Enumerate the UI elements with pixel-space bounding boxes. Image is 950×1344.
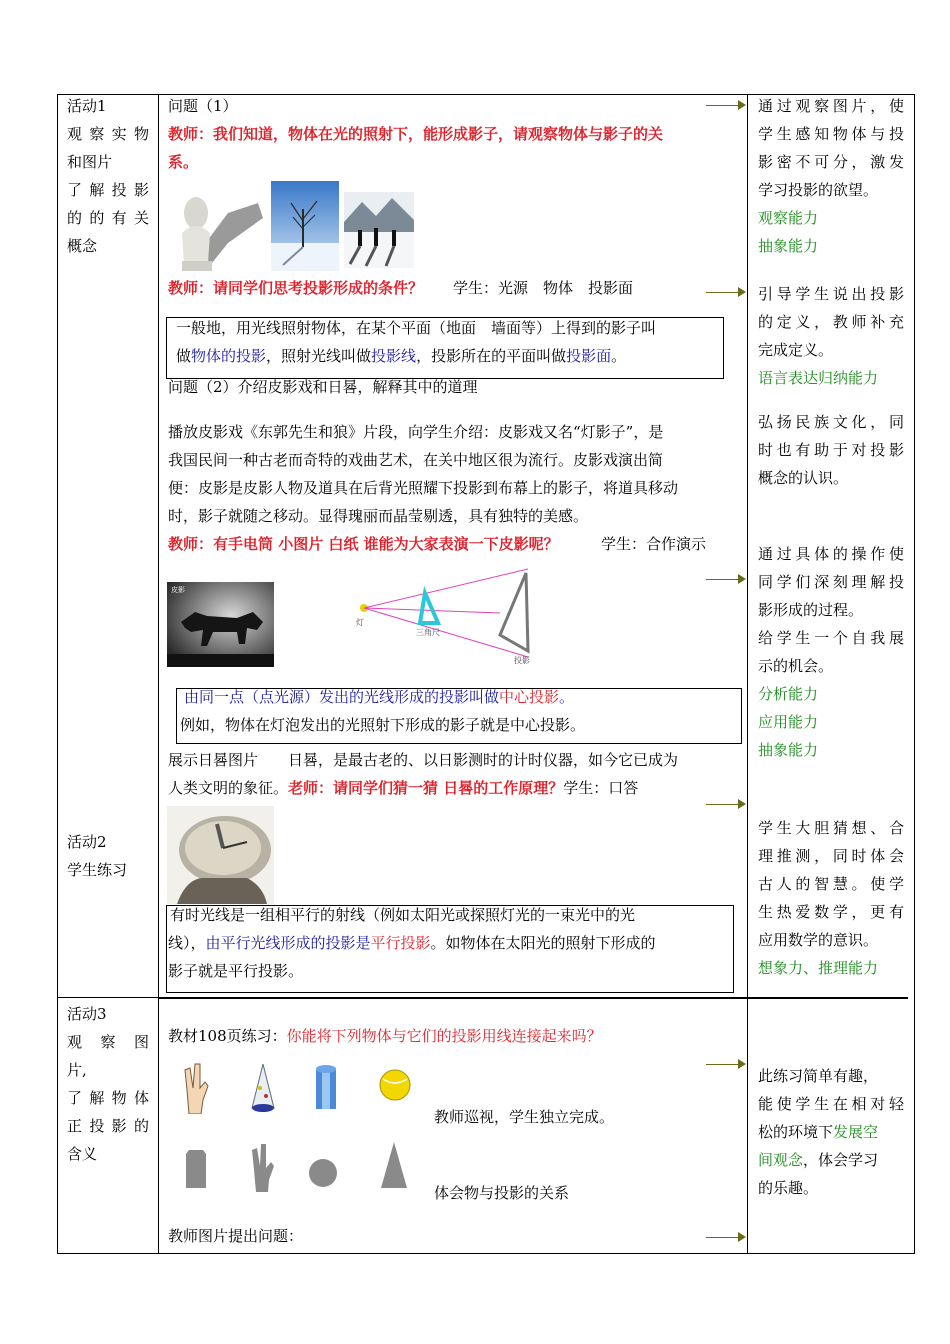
activity1-line: 的的有关	[67, 209, 149, 227]
shadow-play-paragraph-line4: 时，影子就随之移动。显得瑰丽而晶莹剔透，具有独特的美感。	[168, 507, 589, 525]
diagram-triangle-label: 三角尺	[416, 628, 440, 637]
sundial-paragraph-line1: 展示日晷图片 日晷，是最古老的、以日影测时的计时仪器，如今它已成为	[168, 751, 679, 769]
connector-arrow	[706, 804, 744, 805]
student-answer-3: 学生：合作演示	[601, 535, 707, 553]
student-answer-2: 学生：光源 物体 投影面	[453, 279, 634, 297]
skill-label: 想象力、推理能力	[758, 959, 879, 977]
activity3-line: 含义	[67, 1145, 98, 1163]
parallel-projection-line2: 线），由平行光线形成的投影是平行投影。如物体在太阳光的照射下形成的	[168, 934, 656, 952]
note-1-line: 影密不可分，激发	[758, 153, 904, 171]
question-2: 问题（2）介绍皮影戏和日晷，解释其中的道理	[168, 378, 478, 396]
note-4-line: 通过具体的操作使	[758, 545, 904, 563]
note-6-line: 松的环境下发展空	[758, 1123, 879, 1141]
sphere-ball-icon	[379, 1069, 411, 1101]
note-1-line: 通过观察图片，使	[758, 97, 904, 115]
table-left-border	[57, 94, 58, 1254]
note-6-line: 的乐趣。	[758, 1179, 819, 1197]
skiers-image	[344, 192, 414, 268]
connector-arrow	[706, 579, 744, 580]
table-row-divider	[158, 997, 908, 999]
skill-label: 抽象能力	[758, 741, 819, 759]
note-2-line: 完成定义。	[758, 341, 834, 359]
sundial-paragraph-line2: 人类文明的象征。老师：请同学们猜一猜 日晷的工作原理？学生：口答	[168, 779, 639, 797]
note-5-line: 理推测，同时体会	[758, 847, 904, 865]
skill-label: 分析能力	[758, 685, 819, 703]
projection-definition-line1: 一般地，用光线照射物体，在某个平面（地面 墙面等）上得到的影子叫	[176, 319, 657, 337]
table-col-divider-1	[158, 94, 159, 1254]
note-4-line: 给学生一个自我展	[758, 629, 904, 647]
activity3-line: 片,	[67, 1061, 87, 1079]
note-1-line: 学生感知物体与投	[758, 125, 904, 143]
note-6-line: 间观念，体会学习	[758, 1151, 879, 1169]
activity3-line: 观察图	[67, 1033, 149, 1051]
diagram-lamp-label: 灯	[356, 618, 364, 627]
connector-arrow	[706, 105, 744, 106]
connector-arrow	[706, 1064, 744, 1065]
skill-label: 语言表达归纳能力	[758, 369, 879, 387]
note-4-line: 影形成的过程。	[758, 601, 864, 619]
note-2-line: 的定义，教师补充	[758, 313, 904, 331]
note-4-line: 同学们深刻理解投	[758, 573, 904, 591]
hexagonal-prism-icon	[314, 1063, 338, 1113]
activity1-line: 观察实物	[67, 125, 149, 143]
skill-label: 抽象能力	[758, 237, 819, 255]
table-row-divider-left	[57, 997, 158, 998]
note-5-line: 古人的智慧。使学	[758, 875, 904, 893]
note-3-line: 弘扬民族文化，同	[758, 413, 904, 431]
svg-text:皮影: 皮影	[171, 586, 185, 594]
projection-definition-line2: 做物体的投影，照射光线叫做投影线，投影所在的平面叫做投影面。	[176, 347, 627, 365]
table-right-border	[914, 94, 915, 1254]
teacher-patrol-text: 教师巡视，学生独立完成。	[434, 1108, 615, 1126]
tree-snow-image	[271, 181, 339, 271]
note-1-line: 学习投影的欲望。	[758, 181, 879, 199]
parallel-projection-line3: 影子就是平行投影。	[168, 962, 304, 980]
shadow-puppet-wolf-image	[167, 582, 274, 667]
note-6-line: 能使学生在相对轻	[758, 1095, 904, 1113]
parallel-projection-line1: 有时光线是一组相平行的射线（例如太阳光或探照灯光的一束光中的光	[170, 906, 636, 924]
activity1-line: 了解投影	[67, 181, 149, 199]
cone-object-icon	[250, 1064, 276, 1114]
statue-shadow-image	[168, 183, 266, 275]
question-1: 问题（1）	[168, 97, 238, 115]
shadow-play-paragraph-line1: 播放皮影戏《东郭先生和狼》片段，向学生介绍：皮影戏又名“灯影子”，是	[168, 423, 664, 441]
table-bottom-border	[57, 1253, 915, 1254]
central-projection-diagram	[350, 565, 540, 665]
teacher-prompt-2: 教师：请同学们思考投影形成的条件？	[168, 279, 424, 297]
activity2-line: 学生练习	[67, 861, 128, 879]
note-5-line: 学生大胆猜想、合	[758, 819, 904, 837]
note-3-line: 时也有助于对投影	[758, 441, 904, 459]
teacher-prompt-1: 教师：我们知道，物体在光的照射下，能形成影子，请观察物体与影子的关	[168, 125, 664, 143]
shadow-play-paragraph-line2: 我国民间一种古老而奇特的戏曲艺术，在关中地区很为流行。皮影戏演出简	[168, 451, 664, 469]
diagram-projection-label: 投影	[514, 656, 530, 665]
activity3-line: 了解物体	[67, 1089, 149, 1107]
activity1-line: 和图片	[67, 153, 113, 171]
skill-label: 观察能力	[758, 209, 819, 227]
table-col-divider-2	[747, 94, 748, 1254]
note-3-line: 概念的认识。	[758, 469, 849, 487]
note-2-line: 引导学生说出投影	[758, 285, 904, 303]
activity3-line: 正投影的	[67, 1117, 149, 1135]
teacher-prompt-3: 教师：有手电筒 小图片 白纸 谁能为大家表演一下皮影呢？	[168, 535, 559, 553]
note-4-line: 示的机会。	[758, 657, 834, 675]
circle-shadow-icon	[308, 1158, 338, 1188]
activity2-title: 活动2	[67, 833, 107, 851]
sundial-image	[167, 806, 274, 904]
hand-shadow-icon	[248, 1142, 276, 1192]
prism-shadow-icon	[183, 1150, 209, 1192]
shadow-play-paragraph-line3: 便：皮影是皮影人物及道具在后背光照耀下投影到布幕上的影子，将道具移动	[168, 479, 679, 497]
activity1-line: 概念	[67, 237, 98, 255]
teacher-prompt-1-cont: 系。	[168, 153, 199, 171]
note-5-line: 生热爱数学，更有	[758, 903, 904, 921]
activity3-title: 活动3	[67, 1005, 107, 1023]
central-projection-example: 例如，物体在灯泡发出的光照射下形成的影子就是中心投影。	[180, 716, 586, 734]
note-5-line: 应用数学的意识。	[758, 931, 879, 949]
note-6-line: 此练习简单有趣，	[758, 1067, 879, 1085]
triangle-shadow-icon	[380, 1142, 408, 1190]
teacher-question-text: 教师图片提出问题：	[168, 1227, 304, 1245]
hand-gesture-icon	[183, 1060, 209, 1114]
connector-arrow	[706, 292, 744, 293]
relation-text: 体会物与投影的关系	[434, 1184, 570, 1202]
skill-label: 应用能力	[758, 713, 819, 731]
connector-arrow	[706, 1237, 744, 1238]
exercise-prompt: 教材108页练习：你能将下列物体与它们的投影用线连接起来吗？	[168, 1027, 602, 1045]
activity1-title: 活动1	[67, 97, 107, 115]
central-projection-definition: 由同一点（点光源）发出的光线形成的投影叫做中心投影。	[184, 688, 575, 706]
